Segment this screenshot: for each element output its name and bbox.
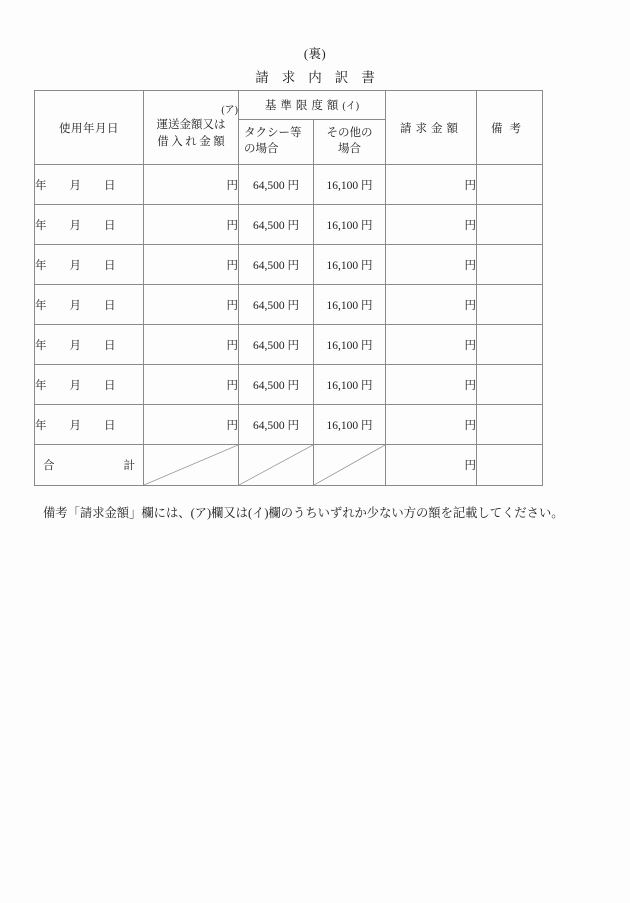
- header-mark-i: (イ): [342, 101, 360, 112]
- table-row: [35, 325, 543, 365]
- date-year: 年: [35, 379, 48, 392]
- cell-other-limit: 16,100 円: [314, 365, 386, 405]
- cell-other-limit: 16,100 円: [314, 325, 386, 365]
- cell-claim-amount[interactable]: 円: [386, 405, 477, 445]
- cell-total-fare-struck: [144, 445, 239, 486]
- cell-fare-amount[interactable]: 円: [144, 285, 239, 325]
- date-year: 年: [35, 339, 48, 352]
- date-year: 年: [35, 179, 48, 192]
- header-claim-amount: [386, 91, 477, 165]
- table-row: [35, 285, 543, 325]
- table-row: [35, 365, 543, 405]
- cell-claim-amount[interactable]: 円: [386, 245, 477, 285]
- date-year: 年: [35, 299, 48, 312]
- cell-total-other-struck: [314, 445, 386, 486]
- cell-remarks[interactable]: [477, 325, 543, 365]
- header-usage-date: 使用年月日: [35, 91, 144, 165]
- cell-usage-date[interactable]: [35, 245, 144, 285]
- cell-usage-date[interactable]: [35, 365, 144, 405]
- date-month: 月: [69, 419, 82, 432]
- cell-other-limit: 16,100 円: [314, 285, 386, 325]
- diagonal-strike-icon: [144, 445, 238, 485]
- date-day: 日: [104, 419, 117, 432]
- date-year: 年: [35, 259, 48, 272]
- table-header: [35, 91, 543, 165]
- table-header-row-1: [35, 91, 543, 120]
- cell-other-limit: 16,100 円: [314, 245, 386, 285]
- claim-breakdown-table: [34, 90, 543, 486]
- cell-taxi-limit: 64,500 円: [239, 325, 314, 365]
- footer-note: 備考「請求金額」欄には、(ア)欄又は(イ)欄のうちいずれか少ない方の額を記載してください。: [43, 506, 564, 520]
- header-transport-or-borrowed-amount: [144, 91, 239, 165]
- header-taxi-line1: タクシー等: [244, 127, 302, 140]
- date-day: 日: [104, 299, 117, 312]
- date-month: 月: [69, 339, 82, 352]
- cell-fare-amount[interactable]: 円: [144, 165, 239, 205]
- cell-other-limit: 16,100 円: [314, 165, 386, 205]
- date-month: 月: [69, 179, 82, 192]
- cell-remarks[interactable]: [477, 205, 543, 245]
- header-base-limit-text: 基準限度額: [264, 100, 343, 112]
- date-month: 月: [69, 379, 82, 392]
- header-mark-a: (ア): [221, 105, 238, 117]
- total-label-right: 計: [123, 460, 135, 472]
- cell-other-limit: 16,100 円: [314, 405, 386, 445]
- cell-other-limit: 16,100 円: [314, 205, 386, 245]
- date-day: 日: [104, 179, 117, 192]
- cell-remarks[interactable]: [477, 285, 543, 325]
- table-total-row: [35, 445, 543, 486]
- cell-claim-amount[interactable]: 円: [386, 365, 477, 405]
- header-remarks: [477, 91, 543, 165]
- cell-taxi-limit: 64,500 円: [239, 165, 314, 205]
- cell-usage-date[interactable]: [35, 325, 144, 365]
- cell-fare-amount[interactable]: 円: [144, 205, 239, 245]
- table-row: [35, 405, 543, 445]
- cell-claim-amount[interactable]: 円: [386, 325, 477, 365]
- cell-usage-date[interactable]: [35, 285, 144, 325]
- header-other-line2: 場合: [338, 143, 361, 155]
- cell-usage-date[interactable]: [35, 205, 144, 245]
- header-remarks-text: 備考: [491, 122, 529, 135]
- cell-claim-amount[interactable]: 円: [386, 205, 477, 245]
- cell-fare-amount[interactable]: 円: [144, 365, 239, 405]
- table-body: [35, 165, 543, 486]
- cell-fare-amount[interactable]: 円: [144, 325, 239, 365]
- cell-taxi-limit: 64,500 円: [239, 245, 314, 285]
- date-month: 月: [69, 219, 82, 232]
- cell-taxi-limit: 64,500 円: [239, 285, 314, 325]
- cell-fare-amount[interactable]: 円: [144, 405, 239, 445]
- cell-total-claim-amount[interactable]: 円: [386, 445, 477, 486]
- date-day: 日: [104, 339, 117, 352]
- date-day: 日: [104, 259, 117, 272]
- cell-remarks[interactable]: [477, 405, 543, 445]
- diagonal-strike-icon: [314, 445, 385, 485]
- table-row: [35, 205, 543, 245]
- cell-taxi-limit: 64,500 円: [239, 365, 314, 405]
- date-year: 年: [35, 219, 48, 232]
- cell-total-taxi-struck: [239, 445, 314, 486]
- date-month: 月: [69, 299, 82, 312]
- cell-remarks[interactable]: [477, 245, 543, 285]
- cell-usage-date[interactable]: [35, 165, 144, 205]
- cell-taxi-limit: 64,500 円: [239, 405, 314, 445]
- date-year: 年: [35, 419, 48, 432]
- header-fare-line1: 運送金額又は: [156, 119, 226, 132]
- cell-usage-date[interactable]: [35, 405, 144, 445]
- cell-claim-amount[interactable]: 円: [386, 285, 477, 325]
- date-month: 月: [69, 259, 82, 272]
- cell-taxi-limit: 64,500 円: [239, 205, 314, 245]
- header-other-case: [314, 120, 386, 165]
- cell-fare-amount[interactable]: 円: [144, 245, 239, 285]
- total-label-left: 合: [43, 460, 55, 472]
- date-day: 日: [104, 379, 117, 392]
- header-taxi-line2: の場合: [244, 143, 279, 155]
- header-claim-amount-text: 請求金額: [400, 122, 463, 135]
- page-side-mark: (裏): [303, 47, 327, 61]
- table-row: [35, 165, 543, 205]
- cell-remarks[interactable]: [477, 165, 543, 205]
- header-base-limit-amount: [239, 91, 386, 120]
- table-row: [35, 245, 543, 285]
- document-title: 請求内訳書: [255, 70, 388, 85]
- cell-total-label: [35, 445, 144, 486]
- cell-remarks[interactable]: [477, 365, 543, 405]
- date-day: 日: [104, 219, 117, 232]
- header-other-line1: その他の: [326, 127, 373, 140]
- header-taxi-case: [239, 120, 314, 165]
- cell-total-remarks[interactable]: [477, 445, 543, 486]
- header-fare-line2: 借入れ金額: [157, 135, 228, 148]
- cell-claim-amount[interactable]: 円: [386, 165, 477, 205]
- diagonal-strike-icon: [239, 445, 313, 485]
